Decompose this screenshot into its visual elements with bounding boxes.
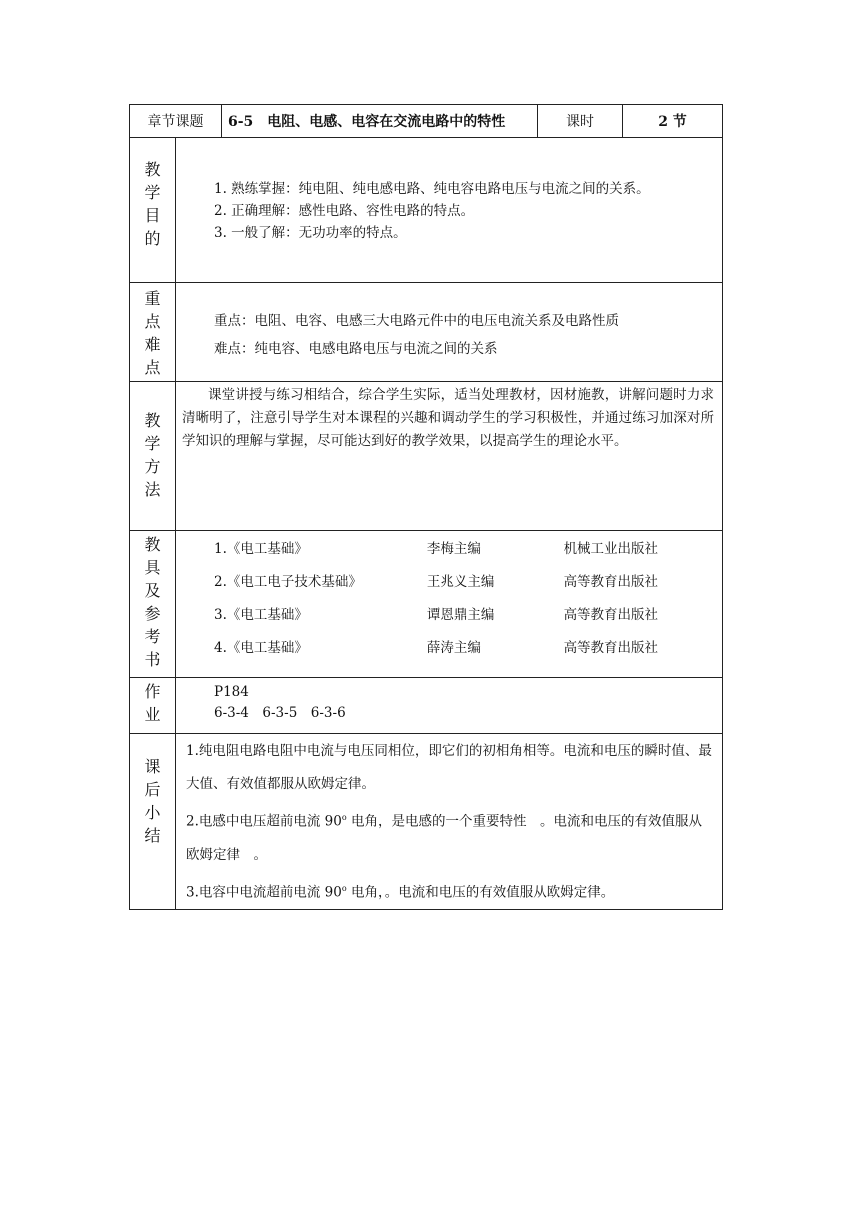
hours-label: 课时 <box>538 105 623 138</box>
references-row <box>130 531 723 678</box>
reference-author: 李梅主编 <box>426 541 481 557</box>
objective-item: 3. 一般了解：无功功率的特点。 <box>214 225 407 241</box>
reference-item <box>214 632 722 665</box>
lesson-plan-table <box>129 104 723 910</box>
homework-content <box>176 678 723 734</box>
references-label: 教 具 及 参 考 书 <box>130 531 176 678</box>
summary-point-3: 3.电容中电流超前电流 90$^o$ 电角，。电流和电压的有效值服从欧姆定律。 <box>186 883 615 900</box>
reference-publisher: 高等教育出版社 <box>563 640 659 656</box>
summary-content <box>176 734 723 910</box>
reference-author: 薛涛主编 <box>426 640 481 656</box>
methods-text: 课堂讲授与练习相结合，综合学生实际，适当处理教材，因材施教，讲解问题时力求清晰明了，注意引导学生对本课程的兴趣和调动学生的学习积极性，并通过练习加深对所学知识的理解与掌握，尽可能达到好的教学效果，以提高学生的理论水平。 <box>182 387 714 449</box>
homework-page: P184 <box>214 684 249 700</box>
reference-author: 王兆义主编 <box>426 574 495 590</box>
reference-book: 2.《电工电子技术基础》 <box>214 574 362 590</box>
chapter-topic-label: 章节课题 <box>130 105 222 138</box>
summary-point-1: 1.纯电阻电路电阻中电流与电压同相位，即它们的初相角相等。电流和电压的瞬时值、最大值、有效值都服从欧姆定律。 <box>186 743 712 792</box>
methods-content <box>176 382 723 531</box>
homework-row <box>130 678 723 734</box>
hours-value: 2 节 <box>623 105 723 138</box>
header-row <box>130 105 723 138</box>
difficulty-text: 难点：纯电容、电感电路电压与电流之间的关系 <box>214 341 498 357</box>
objective-item: 2. 正确理解：感性电路、容性电路的特点。 <box>214 203 475 219</box>
focus-text: 重点：电阻、电容、电感三大电路元件中的电压电流关系及电路性质 <box>214 313 619 329</box>
reference-publisher: 高等教育出版社 <box>563 607 659 623</box>
key-points-row <box>130 283 723 382</box>
reference-item <box>214 599 722 632</box>
key-points-content <box>176 283 723 382</box>
reference-publisher: 机械工业出版社 <box>563 541 659 557</box>
reference-publisher: 高等教育出版社 <box>563 574 659 590</box>
objectives-content <box>176 138 723 283</box>
summary-label: 课 后 小 结 <box>130 734 176 910</box>
methods-row <box>130 382 723 531</box>
key-points-label: 重 点 难 点 <box>130 283 176 382</box>
reference-item <box>214 533 722 566</box>
homework-items: 6-3-4 6-3-5 6-3-6 <box>214 705 346 721</box>
summary-point-2: 2.电感中电压超前电流 90$^o$ 电角，是电感的一个重要特性 。电流和电压的有效值服从欧姆定律 。 <box>186 813 702 863</box>
reference-item <box>214 566 722 599</box>
references-content <box>176 531 723 678</box>
reference-book: 3.《电工基础》 <box>214 607 308 623</box>
reference-author: 谭恩鼎主编 <box>426 607 495 623</box>
homework-label: 作 业 <box>130 678 176 734</box>
objective-item: 1. 熟练掌握：纯电阻、纯电感电路、纯电容电路电压与电流之间的关系。 <box>214 181 650 197</box>
chapter-title: 6-5 电阻、电感、电容在交流电路中的特性 <box>222 105 538 138</box>
objectives-label: 教 学 目 的 <box>130 138 176 283</box>
objectives-row <box>130 138 723 283</box>
reference-book: 4.《电工基础》 <box>214 640 308 656</box>
methods-label: 教 学 方 法 <box>130 382 176 531</box>
summary-row <box>130 734 723 910</box>
reference-book: 1.《电工基础》 <box>214 541 308 557</box>
